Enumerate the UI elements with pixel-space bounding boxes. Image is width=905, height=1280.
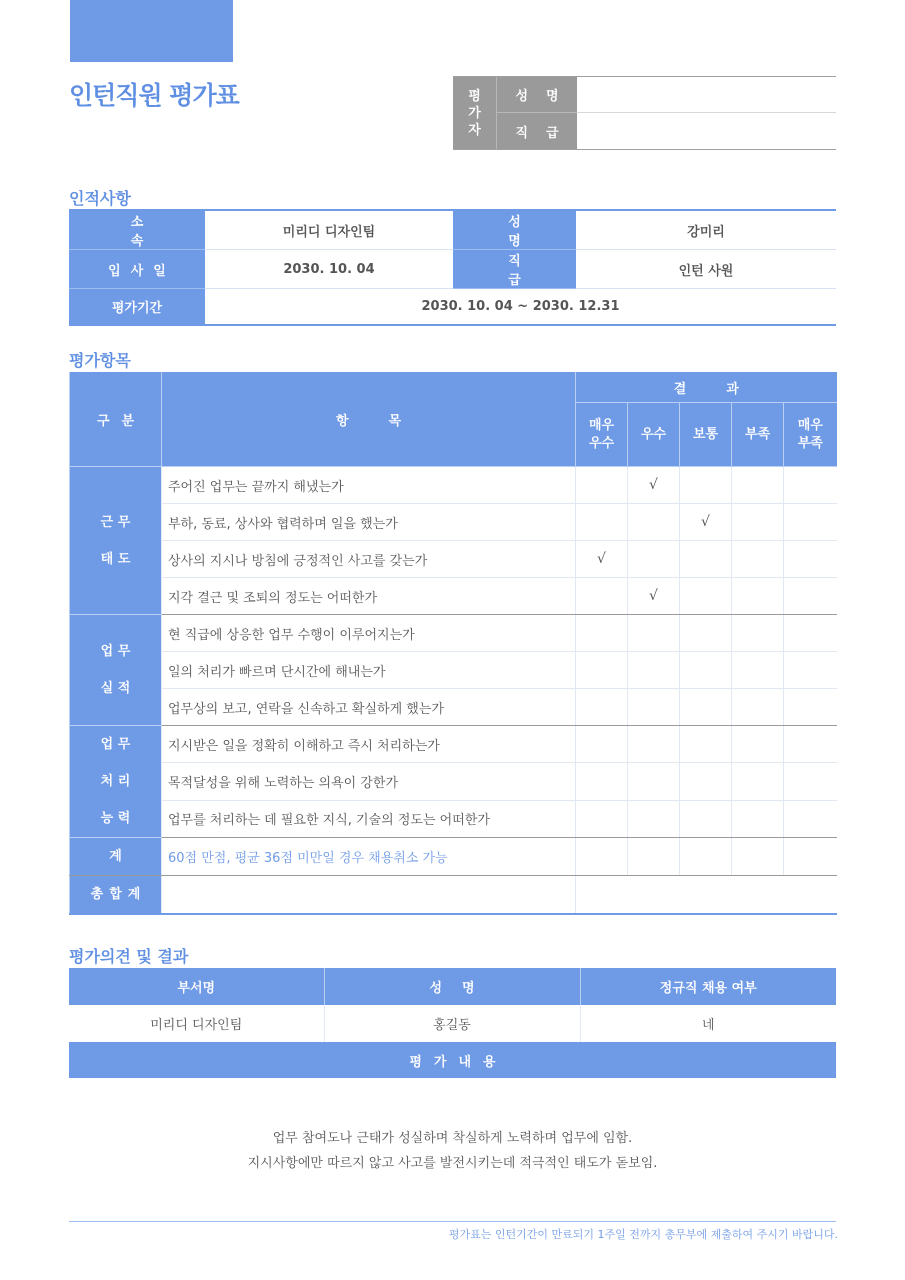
table-row <box>70 467 837 504</box>
footer-divider <box>69 1221 836 1222</box>
grade-cell[interactable]: √ <box>680 504 732 541</box>
table-row <box>70 615 837 652</box>
grade-cell[interactable] <box>680 652 732 689</box>
evaluation-table <box>69 372 837 915</box>
table-row <box>70 689 837 726</box>
table-row <box>70 504 837 541</box>
join-date-label: 입사일 <box>69 250 205 289</box>
category-work-ability: 업 무 처 리 능 력 <box>70 726 162 838</box>
grade-cell[interactable] <box>680 763 732 800</box>
grade-cell[interactable] <box>680 467 732 504</box>
department-header: 부서명 <box>69 968 324 1005</box>
evaluator-rank-field[interactable] <box>577 113 836 149</box>
item-header: 항목 <box>162 373 576 467</box>
evaluation-item: 일의 처리가 빠르며 단시간에 해내는가 <box>162 652 576 689</box>
dept-label: 소속 <box>69 210 205 250</box>
grade-cell[interactable] <box>576 763 628 800</box>
grade-cell[interactable] <box>576 467 628 504</box>
evaluation-item: 주어진 업무는 끝까지 해냈는가 <box>162 467 576 504</box>
grade-header: 우수 <box>628 403 680 467</box>
grade-header: 매우 부족 <box>784 403 837 467</box>
evaluator-name-label: 성명 <box>496 77 577 113</box>
evaluator-name-value: 홍길동 <box>324 1005 580 1042</box>
grade-cell[interactable] <box>784 689 837 726</box>
grade-cell[interactable] <box>784 578 837 615</box>
grade-cell[interactable] <box>784 800 837 837</box>
join-date-value: 2030. 10. 04 <box>205 250 453 289</box>
evaluation-item: 업무상의 보고, 연락을 신속하고 확실하게 했는가 <box>162 689 576 726</box>
table-row <box>70 652 837 689</box>
grade-cell[interactable] <box>628 763 680 800</box>
total-score-field[interactable] <box>576 876 837 915</box>
grade-cell[interactable] <box>576 800 628 837</box>
grade-cell[interactable] <box>576 615 628 652</box>
grade-cell[interactable] <box>628 726 680 763</box>
grade-cell[interactable] <box>732 689 784 726</box>
subtotal-row <box>70 838 837 876</box>
evaluation-item: 부하, 동료, 상사와 협력하며 일을 했는가 <box>162 504 576 541</box>
grade-cell[interactable]: √ <box>628 578 680 615</box>
grade-cell[interactable] <box>732 467 784 504</box>
total-label: 총합계 <box>70 876 162 915</box>
subtotal-cell[interactable] <box>680 838 732 876</box>
grade-cell[interactable] <box>576 578 628 615</box>
grade-cell[interactable]: √ <box>576 541 628 578</box>
grade-cell[interactable] <box>628 652 680 689</box>
footer-note: 평가표는 인턴기간이 만료되기 1주일 전까지 총무부에 제출하여 주시기 바랍니다. <box>448 1228 838 1241</box>
evaluation-item: 지각 결근 및 조퇴의 정도는 어떠한가 <box>162 578 576 615</box>
subtotal-note: 60점 만점, 평균 36점 미만일 경우 채용취소 가능 <box>162 838 576 876</box>
category-header: 구분 <box>70 373 162 467</box>
rank-value: 인턴 사원 <box>576 250 836 289</box>
table-row <box>70 541 837 578</box>
name-value: 강미리 <box>576 210 836 250</box>
subtotal-cell[interactable] <box>576 838 628 876</box>
grade-cell[interactable] <box>732 615 784 652</box>
evaluation-item: 상사의 지시나 방침에 긍정적인 사고를 갖는가 <box>162 541 576 578</box>
grade-cell[interactable] <box>732 652 784 689</box>
grade-cell[interactable] <box>628 541 680 578</box>
grade-cell[interactable] <box>784 726 837 763</box>
category-work-performance: 업 무 실 적 <box>70 615 162 726</box>
grade-cell[interactable] <box>628 689 680 726</box>
grade-cell[interactable] <box>680 578 732 615</box>
grade-header: 매우 우수 <box>576 403 628 467</box>
grade-cell[interactable] <box>576 726 628 763</box>
personnel-section-title: 인적사항 <box>69 189 131 208</box>
grade-cell[interactable] <box>784 504 837 541</box>
grade-cell[interactable] <box>784 763 837 800</box>
grade-cell[interactable] <box>784 467 837 504</box>
grade-cell[interactable] <box>732 504 784 541</box>
grade-cell[interactable] <box>628 800 680 837</box>
rank-label: 직급 <box>453 250 576 289</box>
evaluator-box <box>453 76 836 150</box>
grade-cell[interactable] <box>732 541 784 578</box>
department-value: 미리디 디자인팀 <box>69 1005 324 1042</box>
evaluation-item: 목적달성을 위해 노력하는 의욕이 강한가 <box>162 763 576 800</box>
opinion-section-title: 평가의견 및 결과 <box>69 947 189 966</box>
evaluator-side-label: 평 가 자 <box>453 77 496 149</box>
page-title: 인턴직원 평가표 <box>69 81 239 110</box>
grade-cell[interactable] <box>680 615 732 652</box>
table-row <box>70 578 837 615</box>
evaluation-item: 현 직급에 상응한 업무 수행이 이루어지는가 <box>162 615 576 652</box>
evaluation-content-header: 평가내용 <box>69 1042 836 1078</box>
name-label: 성명 <box>453 210 576 250</box>
grade-cell[interactable] <box>680 689 732 726</box>
subtotal-cell[interactable] <box>628 838 680 876</box>
header-accent-block <box>70 0 233 62</box>
evaluation-item: 업무를 처리하는 데 필요한 지식, 기술의 정도는 어떠한가 <box>162 800 576 837</box>
grade-cell[interactable] <box>680 541 732 578</box>
grade-cell[interactable] <box>784 541 837 578</box>
dept-value: 미리디 디자인팀 <box>205 210 453 250</box>
evaluation-item: 지시받은 일을 정확히 이해하고 즉시 처리하는가 <box>162 726 576 763</box>
evaluator-name-field[interactable] <box>577 77 836 113</box>
name-header: 성명 <box>324 968 580 1005</box>
total-row <box>70 876 837 915</box>
period-label: 평가기간 <box>69 289 205 325</box>
table-row <box>70 726 837 763</box>
category-work-attitude: 근 무 태 도 <box>70 467 162 615</box>
evaluation-content-text: 업무 참여도나 근태가 성실하며 착실하게 노력하며 업무에 임함. 지시사항에만 따르지 않고 사고를 발전시키는데 적극적인 태도가 돋보임. <box>247 1131 658 1171</box>
period-value: 2030. 10. 04 ~ 2030. 12.31 <box>421 298 620 314</box>
hire-decision-value: 네 <box>580 1005 836 1042</box>
subtotal-cell[interactable] <box>732 838 784 876</box>
personnel-table <box>69 209 836 326</box>
grade-cell[interactable] <box>576 652 628 689</box>
subtotal-label: 계 <box>70 838 162 876</box>
grade-cell[interactable] <box>680 800 732 837</box>
grade-cell[interactable] <box>732 763 784 800</box>
grade-cell[interactable] <box>576 504 628 541</box>
hire-decision-header: 정규직 채용 여부 <box>580 968 836 1005</box>
subtotal-cell[interactable] <box>784 838 837 876</box>
grade-cell[interactable] <box>680 726 732 763</box>
result-header: 결과 <box>576 373 837 403</box>
grade-cell[interactable] <box>628 504 680 541</box>
grade-cell[interactable] <box>784 652 837 689</box>
opinion-table <box>69 968 836 1043</box>
grade-cell[interactable] <box>784 615 837 652</box>
table-row <box>70 800 837 837</box>
table-row <box>70 763 837 800</box>
evaluation-section-title: 평가항목 <box>69 351 131 370</box>
grade-cell[interactable] <box>732 578 784 615</box>
total-note-cell <box>162 876 576 915</box>
grade-cell[interactable] <box>732 800 784 837</box>
evaluator-rank-label: 직급 <box>496 113 577 149</box>
grade-cell[interactable] <box>576 689 628 726</box>
grade-cell[interactable] <box>628 615 680 652</box>
grade-header: 부족 <box>732 403 784 467</box>
grade-cell[interactable] <box>732 726 784 763</box>
grade-header: 보통 <box>680 403 732 467</box>
grade-cell[interactable]: √ <box>628 467 680 504</box>
